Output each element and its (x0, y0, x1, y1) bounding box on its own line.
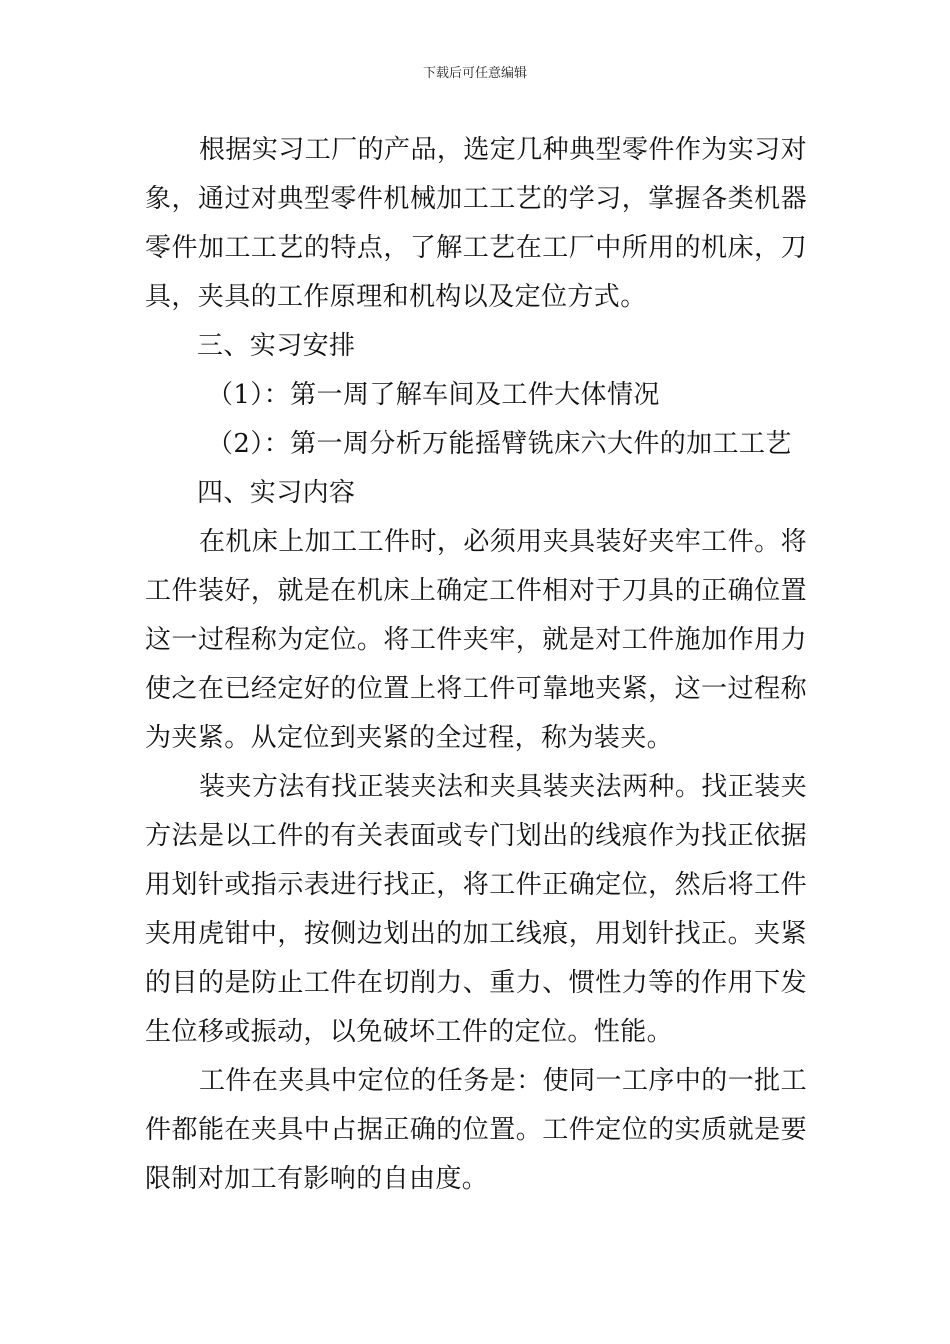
paragraph-fixture-task: 工件在夹具中定位的任务是：使同一工序中的一批工件都能在夹具中占据正确的位置。工件定位的实质就是要限制对加工有影响的自由度。 (145, 1066, 807, 1194)
document-body (145, 126, 807, 1204)
section-heading-arrangement: 三、实习安排 (197, 331, 356, 361)
schedule-item-1: （1）：第一周了解车间及工件大体情况 (207, 380, 660, 410)
section-heading-content: 四、实习内容 (197, 478, 356, 508)
paragraph-clamping-methods: 装夹方法有找正装夹法和夹具装夹法两种。找正装夹方法是以工件的有关表面或专门划出的线痕作为找正依据用划针或指示表进行找正，将工件正确定位，然后将工件夹用虎钳中，按侧边划出的加工线痕，用划针找正。夹紧的目的是防止工件在切削力、重力、惯性力等的作用下发生位移或振动，以免破坏工件的定位。性能。 (145, 772, 807, 1047)
page-header: 下载后可任意编辑 (422, 66, 527, 81)
paragraph-positioning: 在机床上加工工件时，必须用夹具装好夹牢工件。将工件装好，就是在机床上确定工件相对于刀具的正确位置这一过程称为定位。将工件夹牢，就是对工件施加作用力使之在已经定好的位置上将工件可靠地夹紧，这一过程称为夹紧。从定位到夹紧的全过程，称为装夹。 (145, 527, 807, 753)
schedule-item-2: （2）：第一周分析万能摇臂铣床六大件的加工工艺 (207, 429, 792, 459)
paragraph-intro: 根据实习工厂的产品，选定几种典型零件作为实习对象，通过对典型零件机械加工工艺的学习，掌握各类机器零件加工工艺的特点，了解工艺在工厂中所用的机床，刀具，夹具的工作原理和机构以及定位方式。 (145, 135, 807, 312)
